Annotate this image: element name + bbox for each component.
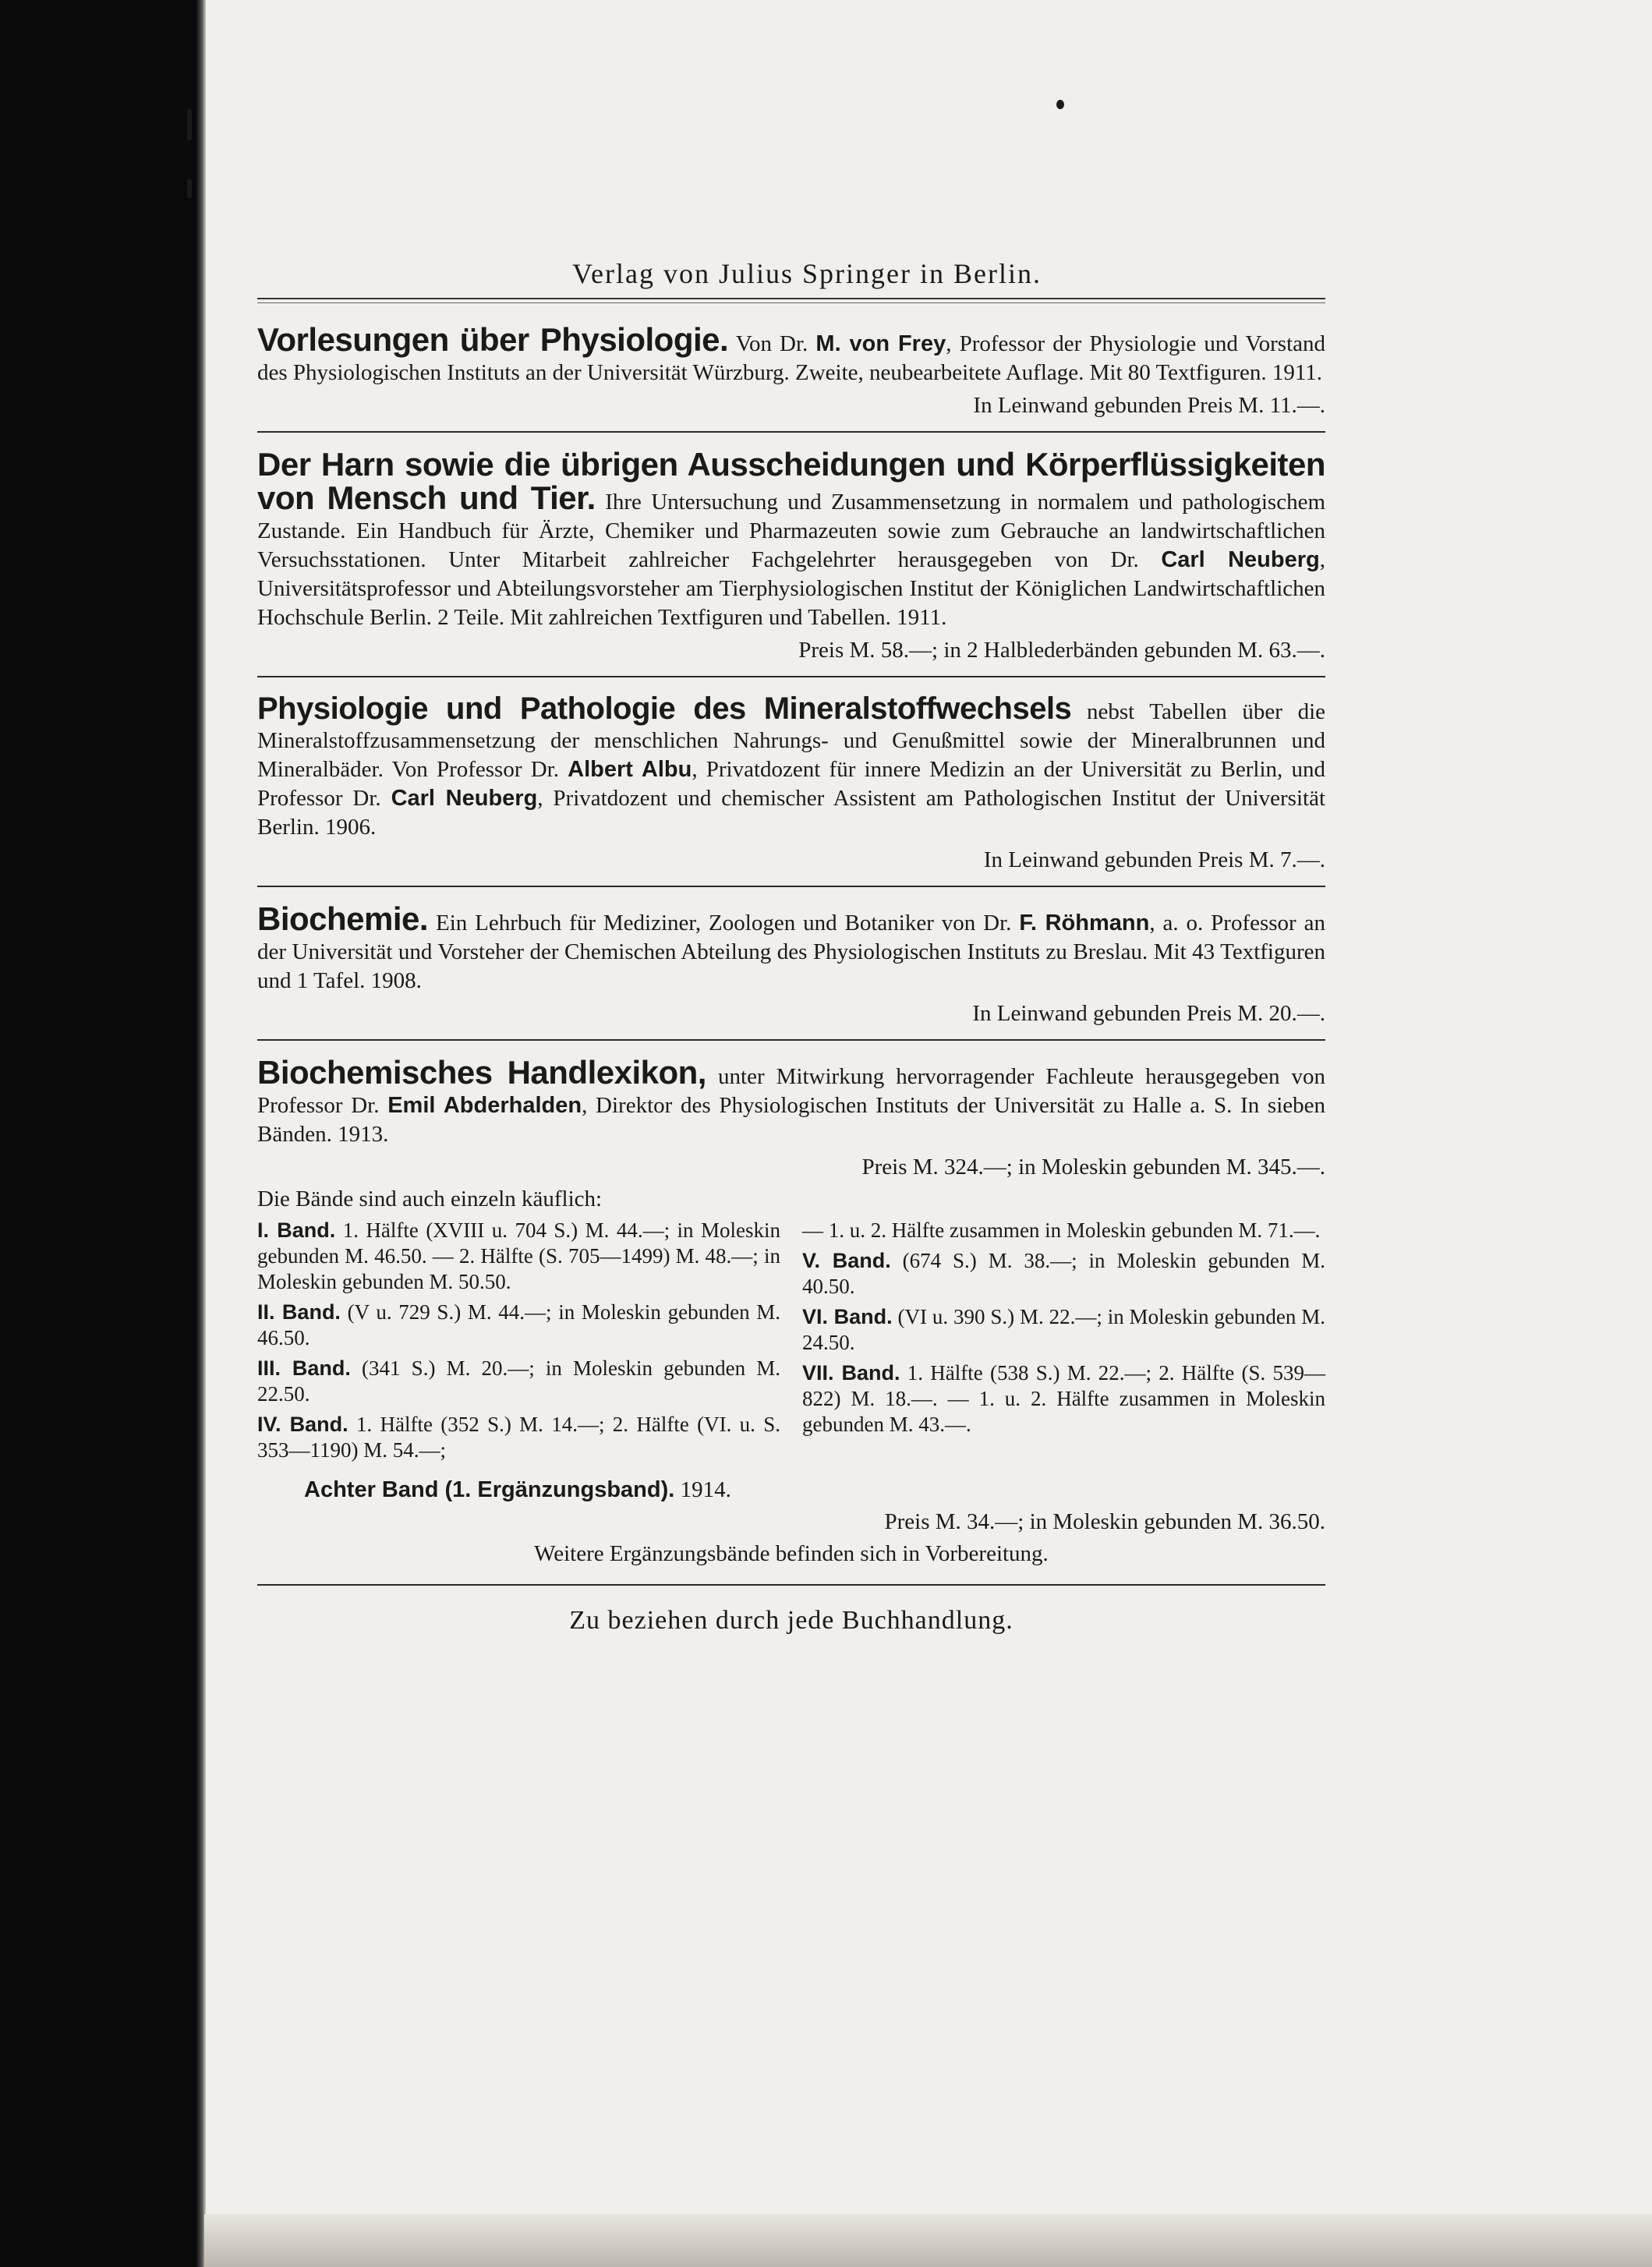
header-rule (257, 298, 1325, 303)
further-supplements-note: Weitere Ergänzungsbände befinden sich in Vorbereitung. (534, 1541, 1049, 1566)
book-price: Preis M. 58.—; in 2 Halblederbänden gebunden M. 63.—. (798, 638, 1325, 663)
volume-item (257, 1412, 780, 1463)
volume-text: (V u. 729 S.) M. 44.—; in Moleskin gebunden M. 46.50. (257, 1300, 781, 1349)
ink-speck (187, 109, 192, 140)
book-description: Ein Lehrbuch für Mediziner, Zoologen und Botaniker von Dr. (435, 911, 1020, 935)
volumes-intro: Die Bände sind auch einzeln käuflich: (257, 1187, 603, 1211)
footer-note: Zu beziehen durch jede Buchhandlung. (569, 1606, 1013, 1635)
book-description: , a. o. Professor an der Universität und Vorsteher der Chemischen Abteilung des Physiologischen Instituts zu Breslau. Mit 43 Textfiguren und 1 Tafel. 1908. (257, 911, 1325, 993)
footer-rule (257, 1584, 1325, 1586)
volumes-column-right (802, 1218, 1325, 1468)
divider (257, 886, 1325, 887)
volume-label: IV. Band. (257, 1413, 348, 1436)
book-description: Von Dr. (735, 331, 816, 356)
volume-item (257, 1356, 780, 1407)
book-title: Biochemie. (257, 900, 429, 937)
page-bottom-shade (204, 2214, 1652, 2267)
volume-text: (VI u. 390 S.) M. 22.—; in Moleskin gebunden M. 24.50. (802, 1305, 1326, 1354)
supplement-volume (257, 1476, 1325, 1504)
book-price: In Leinwand gebunden Preis M. 20.—. (972, 1001, 1325, 1026)
author-name: Carl Neuberg (391, 786, 538, 811)
ink-speck (1056, 100, 1064, 109)
author-name: M. von Frey (815, 331, 946, 356)
book-description: , Universitätsprofessor und Abteilungsvorsteher am Tierphysiologischen Institut der Königlichen Landwirtschaftlichen Hochschule Berlin. 2 Teile. Mit zahlreichen Textfiguren und Tabellen. 1911. (257, 547, 1325, 630)
advertisement-page (257, 257, 1325, 1636)
supplement-year: 1914. (680, 1477, 731, 1502)
volume-text: 1. Hälfte (352 S.) M. 14.—; 2. Hälfte (VI. u. S. 353—1190) M. 54.—; (257, 1413, 781, 1462)
supplement-label: Achter Band (1. Ergänzungsband). (304, 1477, 675, 1502)
volume-text: — 1. u. 2. Hälfte zusammen in Moleskin gebunden M. 71.—. (802, 1218, 1321, 1242)
book-title: Biochemisches Handlexikon, (257, 1054, 706, 1091)
volume-label: V. Band. (802, 1249, 891, 1272)
publisher-header: Verlag von Julius Springer in Berlin. (572, 258, 1042, 289)
divider (257, 676, 1325, 677)
book-description: Ihre Untersuchung und Zusammensetzung in normalem und pathologischem Zustande. Ein Handbuch für Ärzte, Chemiker und Pharmazeuten sowie zum Gebrauche an landwirtschaftlichen Versuchsstationen. Unter Mitarbeit zahlreicher Fachgelehrter herausgegeben von Dr. (257, 490, 1326, 572)
volume-label: II. Band. (257, 1300, 341, 1324)
book-description: , Privatdozent und chemischer Assistent am Pathologischen Institut der Universität Berlin. 1906. (257, 786, 1326, 840)
book-description: , Privatdozent für innere Medizin an der Universität zu Berlin, und Professor Dr. (257, 757, 1325, 811)
volumes-column-left (257, 1218, 780, 1468)
volume-item (257, 1218, 780, 1295)
volumes-list (257, 1218, 1325, 1468)
book-description: nebst Tabellen über die Mineralstoffzusammensetzung der menschlichen Nahrungs- und Genußmittel sowie der Mineralbrunnen und Mineralbäder. Von Professor Dr. (257, 699, 1325, 782)
author-name: Carl Neuberg (1161, 547, 1320, 572)
book-entry (257, 691, 1326, 875)
volume-item (802, 1360, 1325, 1438)
volume-label: III. Band. (257, 1356, 351, 1380)
book-description: , Direktor des Physiologischen Instituts der Universität zu Halle a. S. In sieben Bänden. 1913. (257, 1093, 1325, 1147)
volume-text: (674 S.) M. 38.—; in Moleskin gebunden M. 40.50. (802, 1249, 1325, 1298)
volume-item (802, 1248, 1325, 1300)
volume-text: 1. Hälfte (538 S.) M. 22.—; 2. Hälfte (S. 539—822) M. 18.—. — 1. u. 2. Hälfte zusammen in Moleskin gebunden M. 43.—. (802, 1361, 1326, 1436)
book-title: Der Harn sowie die übrigen Ausscheidungen und Körperflüssigkeiten von Mensch und Tier. (257, 446, 1325, 516)
author-name: Albert Albu (568, 757, 692, 782)
divider (257, 1039, 1325, 1041)
supplement-price: Preis M. 34.—; in Moleskin gebunden M. 36.50. (884, 1509, 1325, 1534)
volume-label: I. Band. (257, 1218, 336, 1242)
volume-item (802, 1304, 1325, 1356)
book-price: In Leinwand gebunden Preis M. 7.—. (983, 847, 1325, 872)
author-name: F. Röhmann (1019, 911, 1150, 935)
book-price: In Leinwand gebunden Preis M. 11.—. (973, 393, 1325, 418)
book-price: Preis M. 324.—; in Moleskin gebunden M. 345.—. (861, 1155, 1325, 1179)
book-description: unter Mitwirkung hervorragender Fachleute herausgegeben von Professor Dr. (257, 1064, 1325, 1118)
ink-speck (187, 179, 192, 198)
book-entry (257, 900, 1325, 1028)
volume-label: VII. Band. (802, 1361, 900, 1385)
book-entry (257, 1054, 1325, 1182)
divider (257, 431, 1325, 433)
volume-item (802, 1218, 1325, 1243)
book-entry (257, 321, 1326, 420)
book-description: , Professor der Physiologie und Vorstand des Physiologischen Instituts an der Universität Würzburg. Zweite, neubearbeitete Auflage. Mit 80 Textfiguren. 1911. (257, 331, 1326, 385)
book-title: Vorlesungen über Physiologie. (257, 321, 729, 358)
page-edge (196, 0, 206, 2267)
book-entry (257, 446, 1326, 665)
volume-text: (341 S.) M. 20.—; in Moleskin gebunden M. 22.50. (257, 1356, 780, 1406)
volume-item (257, 1300, 780, 1351)
book-title: Physiologie und Pathologie des Mineralstoffwechsels (257, 691, 1072, 726)
volume-label: VI. Band. (802, 1305, 893, 1328)
author-name: Emil Abderhalden (387, 1093, 582, 1118)
volume-text: 1. Hälfte (XVIII u. 704 S.) M. 44.—; in Moleskin gebunden M. 46.50. — 2. Hälfte (S. 705—1499) M. 48.—; in Moleskin gebunden M. 50.50. (257, 1218, 780, 1293)
